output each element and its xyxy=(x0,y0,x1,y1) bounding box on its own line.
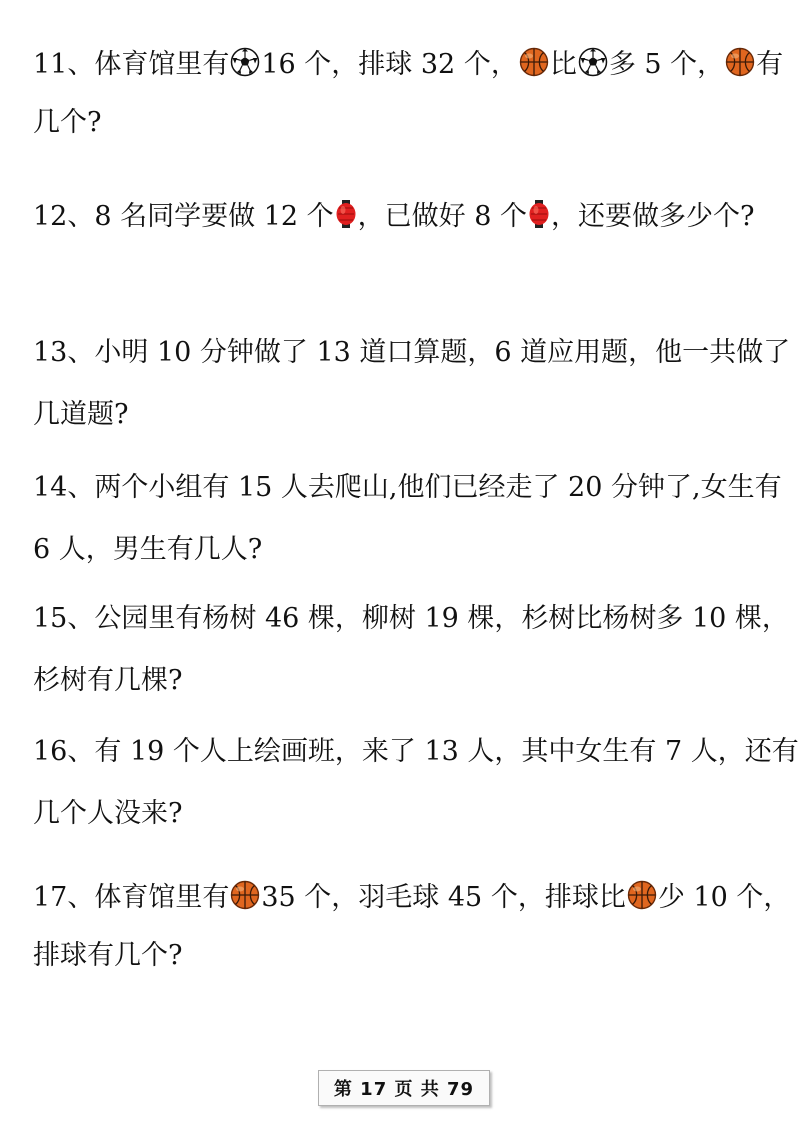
question-11 xyxy=(33,47,784,145)
question-15-line-1 xyxy=(33,603,789,641)
question-13 xyxy=(33,337,791,437)
question-text: ，已做好 8 个 xyxy=(357,201,527,232)
question-15-line-2: 杉树有几棵? xyxy=(33,665,183,696)
question-number: 11、 xyxy=(33,49,95,80)
question-text: 8 名同学要做 12 个 xyxy=(94,201,334,232)
question-text: 有 19 个人上绘画班，来了 13 人，其中女生有 7 人，还有 xyxy=(94,736,799,767)
question-number: 14、 xyxy=(33,472,95,503)
question-16-line-2: 几个人没来? xyxy=(33,798,183,829)
question-16-line-1 xyxy=(33,736,799,774)
question-17-line-1 xyxy=(33,880,791,916)
question-16 xyxy=(33,736,799,836)
basketball-icon xyxy=(725,47,755,77)
question-text: 体育馆里有 xyxy=(94,49,230,80)
soccer-ball-icon xyxy=(578,47,608,77)
question-text: 公园里有杨树 46 棵，柳树 19 棵，杉树比杨树多 10 棵， xyxy=(94,603,789,634)
basketball-icon xyxy=(230,880,260,910)
question-12 xyxy=(33,199,778,235)
question-text: 有 xyxy=(756,49,784,80)
question-11-line-1 xyxy=(33,47,784,83)
question-number: 12、 xyxy=(33,201,95,232)
question-text: 两个小组有 15 人去爬山,他们已经走了 20 分钟了,女生有 xyxy=(94,472,782,503)
red-lantern-icon xyxy=(335,199,357,229)
question-12-line-1 xyxy=(33,199,778,235)
question-text: 体育馆里有 xyxy=(94,882,230,913)
question-14-line-2: 6 人，男生有几人? xyxy=(33,534,263,565)
question-text: 少 10 个， xyxy=(657,882,791,913)
question-14 xyxy=(33,472,782,572)
question-text: 小明 10 分钟做了 13 道口算题，6 道应用题，他一共做了 xyxy=(94,337,791,368)
basketball-icon xyxy=(627,880,657,910)
question-text: 35 个，羽毛球 45 个，排球比 xyxy=(261,882,626,913)
question-number: 15、 xyxy=(33,603,95,634)
red-lantern-icon xyxy=(528,199,550,229)
question-15 xyxy=(33,603,789,703)
question-text: 16 个，排球 32 个， xyxy=(261,49,518,80)
question-13-line-1 xyxy=(33,337,791,375)
question-13-line-2: 几道题? xyxy=(33,399,129,430)
question-text: ，还要做多少个? xyxy=(551,201,755,232)
soccer-ball-icon xyxy=(230,47,260,77)
page-indicator-label: 第 17 页 共 79 xyxy=(333,1079,475,1100)
question-17 xyxy=(33,880,791,978)
question-14-line-1 xyxy=(33,472,782,510)
question-number: 16、 xyxy=(33,736,95,767)
question-text: 比 xyxy=(549,49,577,80)
basketball-icon xyxy=(519,47,549,77)
question-17-line-2: 排球有几个? xyxy=(33,940,183,971)
question-text: 多 5 个， xyxy=(608,49,725,80)
page-indicator xyxy=(318,1070,490,1106)
question-11-line-2: 几个? xyxy=(33,107,102,138)
question-number: 17、 xyxy=(33,882,95,913)
question-number: 13、 xyxy=(33,337,95,368)
